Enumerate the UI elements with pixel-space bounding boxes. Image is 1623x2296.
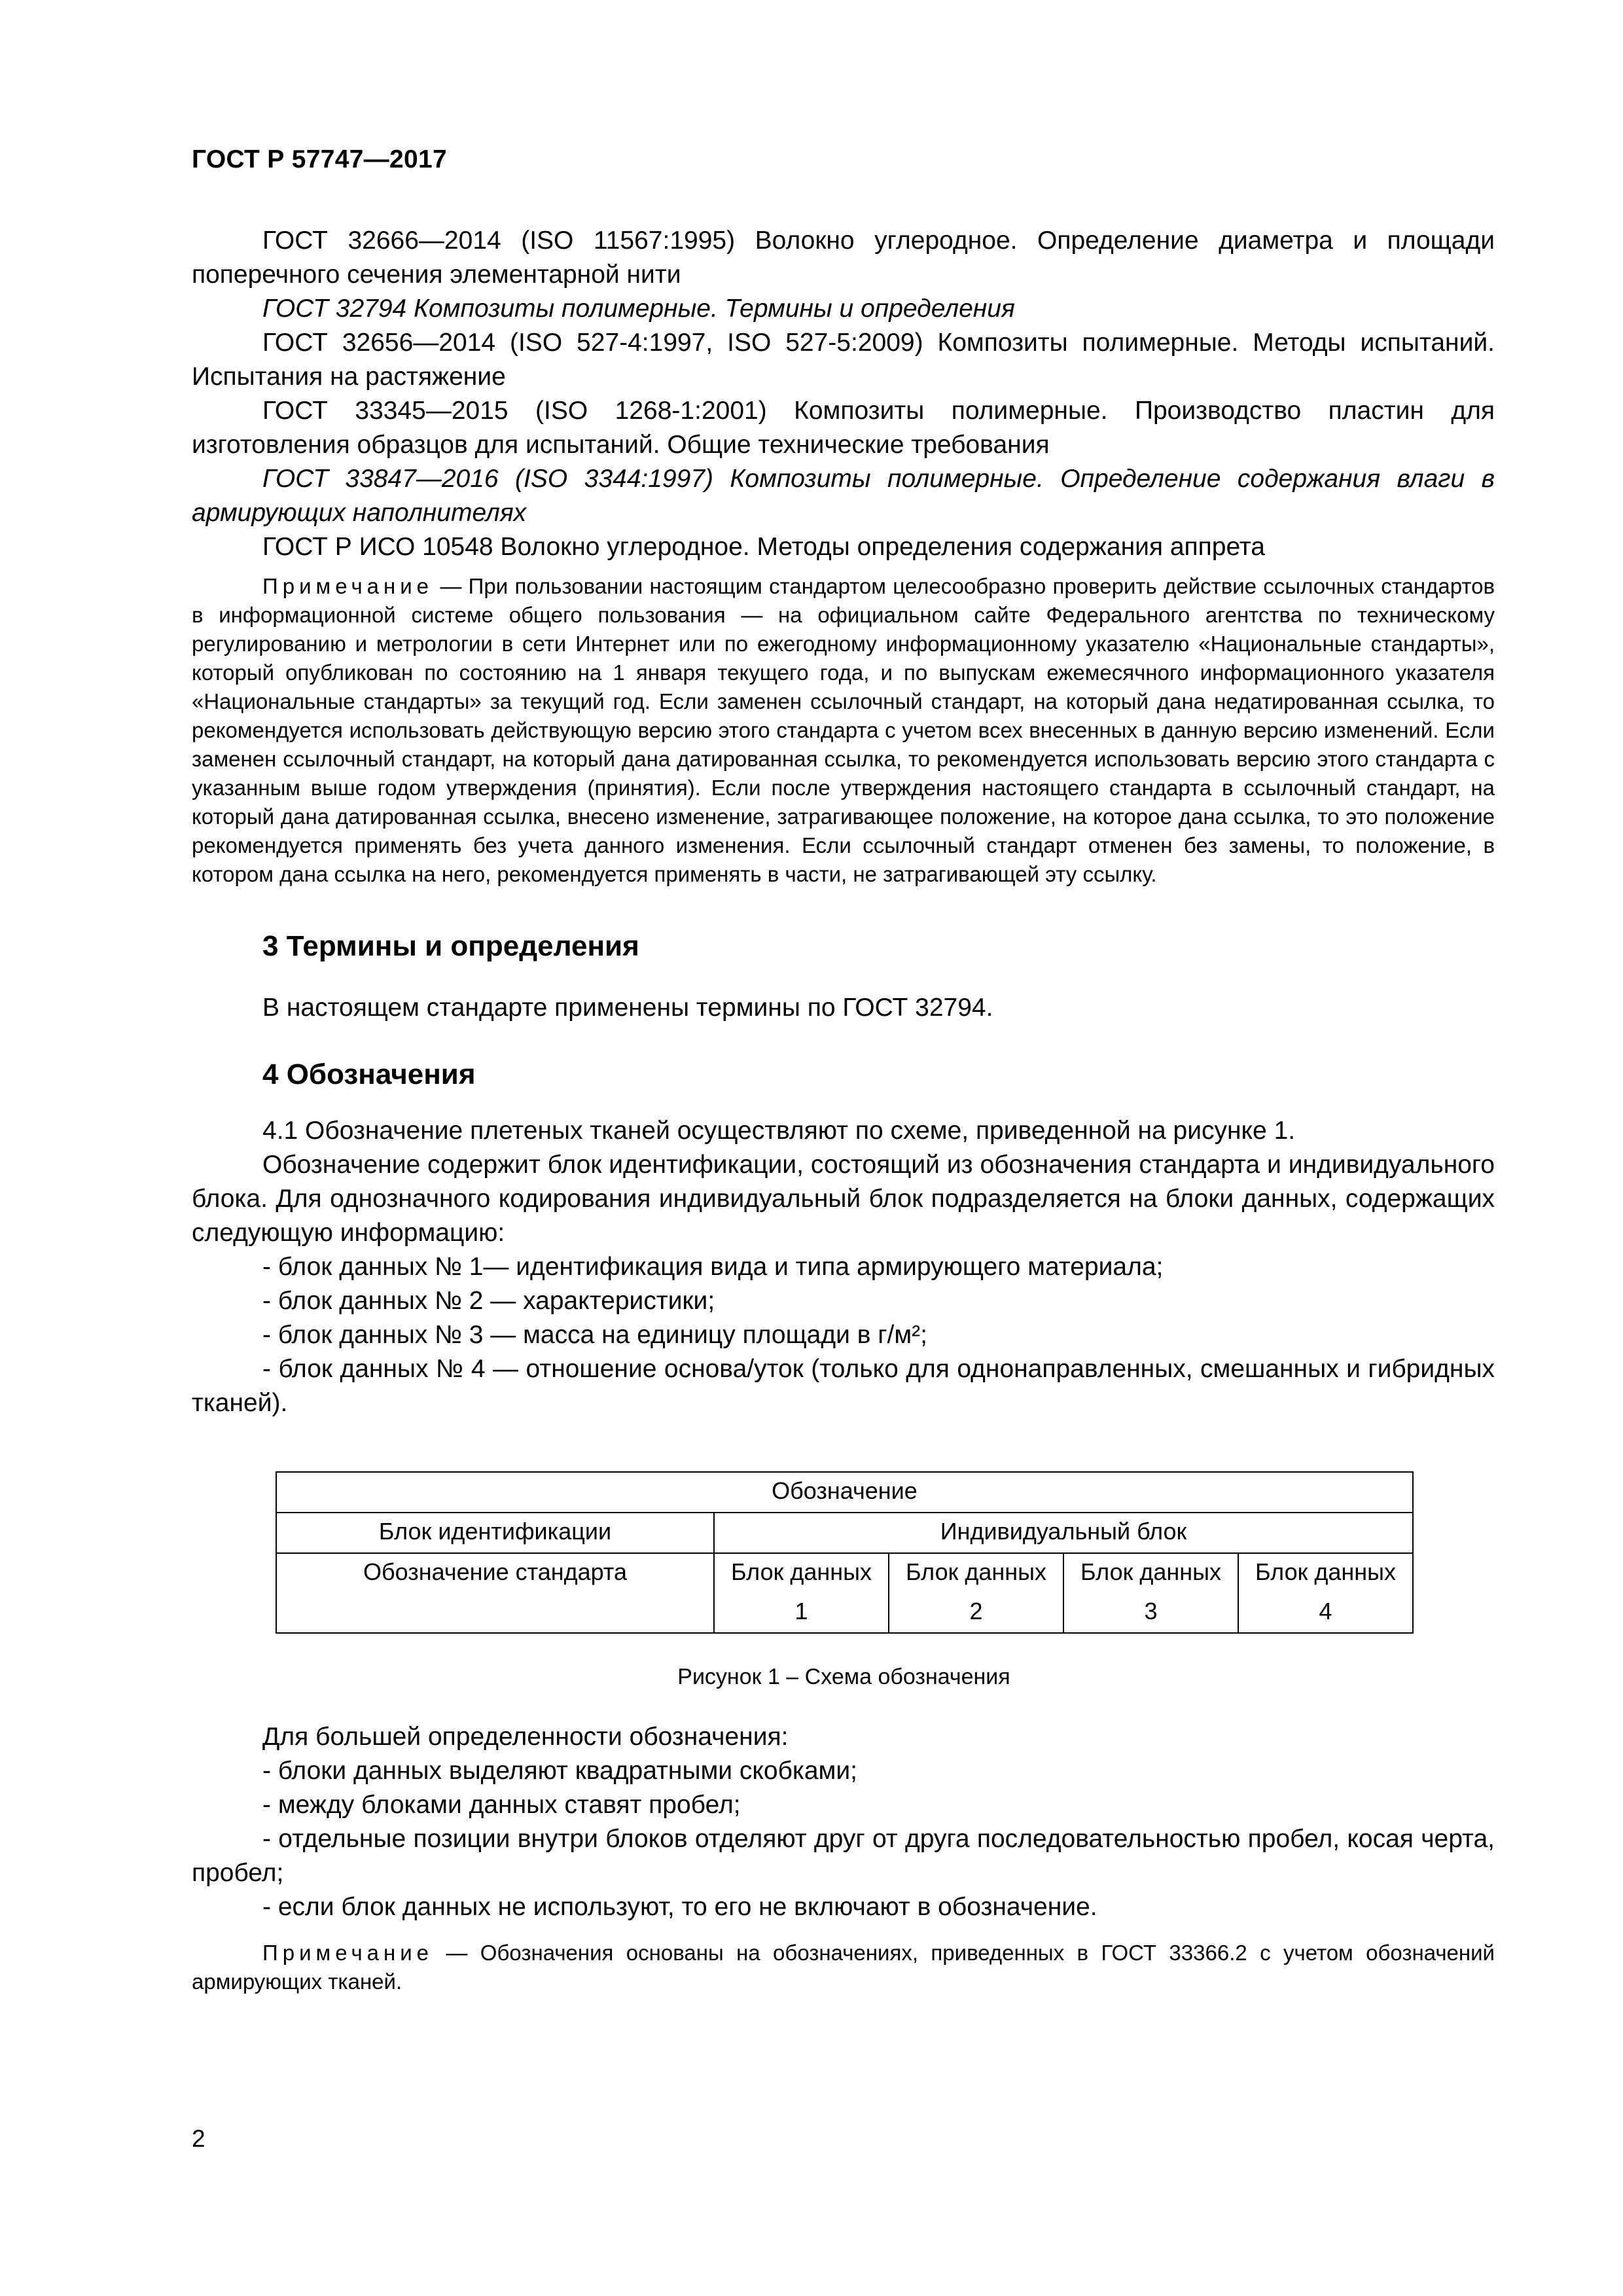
reference-item: ГОСТ 32666—2014 (ISO 11567:1995) Волокно углеродное. Определение диаметра и площади поперечного сечения элементарной нити: [192, 226, 1495, 289]
scheme-cell-individual-block: Индивидуальный блок: [714, 1513, 1413, 1553]
note-text: — При пользовании настоящим стандартом целесообразно проверить действие ссылочных стандартов в информационной системе общего пользования — на официальном сайте Федерального агентства по техническому регулированию и метрологии в сети Интернет или по ежегодному информационному указателю «Национальные стандарты», который опубликован по состоянию на 1 января текущего года, и по выпускам ежемесячного информационного указателя «Национальные стандарты» за текущий год. Если заменен ссылочный стандарт, на который дана недатированная ссылка, то рекомендуется использовать действующую версию этого стандарта с учетом всех внесенных в данную версию изменений. Если заменен ссылочный стандарт, на который дана датированная ссылка, то рекомендуется использовать версию этого стандарта с указанным выше годом утверждения (принятия). Если после утверждения настоящего стандарта в ссылочный стандарт, на который дана датированная ссылка, внесено изменение, затрагивающее положение, на которое дана ссылка, то это положение рекомендуется применять без учета данного изменения. Если ссылочный стандарт отменен без замены, то положение, в котором дана ссылка на него, рекомендуется применять в части, не затрагивающей эту ссылку.: [192, 574, 1495, 886]
scheme-cell-standard: Обозначение стандарта: [276, 1553, 714, 1633]
scheme-cell-number: 2: [889, 1593, 1063, 1633]
note-label: Примечание: [262, 574, 434, 598]
section-4-paragraph: 4.1 Обозначение плетеных тканей осуществляют по схеме, приведенной на рисунке 1.: [262, 1117, 1296, 1145]
after-figure-intro: Для большей определенности обозначения:: [262, 1723, 789, 1751]
reference-item: ГОСТ Р ИСО 10548 Волокно углеродное. Методы определения содержания аппрета: [262, 533, 1265, 561]
list-item: - блок данных № 2 — характеристики;: [262, 1287, 715, 1315]
list-item: - если блок данных не используют, то его не включают в обозначение.: [262, 1893, 1097, 1921]
section-4-paragraph: Обозначение содержит блок идентификации, состоящий из обозначения стандарта и индивидуального блока. Для однозначного кодирования индивидуальный блок подразделяется на блоки данных, содержащих следующую информацию:: [192, 1151, 1495, 1247]
scheme-cell-data-block: Блок данных: [714, 1553, 889, 1593]
list-item: - отдельные позиции внутри блоков отделяют друг от друга последовательностью пробел, косая черта, пробел;: [192, 1825, 1495, 1887]
reference-item: ГОСТ 32794 Композиты полимерные. Термины и определения: [262, 295, 1015, 323]
page-number: 2: [192, 2125, 205, 2152]
scheme-cell-number: 4: [1238, 1593, 1413, 1633]
note-designations: [192, 1939, 1495, 1996]
figure-1-caption: Рисунок 1 – Схема обозначения: [677, 1664, 1010, 1689]
figure-1-scheme: [276, 1471, 1412, 1634]
section-3-text: В настоящем стандарте применены термины по ГОСТ 32794.: [262, 994, 993, 1022]
scheme-cell-designation: Обозначение: [276, 1472, 1413, 1513]
scheme-cell-data-block: Блок данных: [1238, 1553, 1413, 1593]
list-item: - блок данных № 3 — масса на единицу площади в г/м²;: [262, 1321, 927, 1349]
note-label: Примечание: [262, 1941, 434, 1965]
note-text: — Обозначения основаны на обозначениях, приведенных в ГОСТ 33366.2 с учетом обозначений армирующих тканей.: [192, 1941, 1495, 1994]
designation-scheme-table: [276, 1471, 1414, 1634]
scheme-cell-number: 3: [1063, 1593, 1238, 1633]
list-item: - блок данных № 1— идентификация вида и типа армирующего материала;: [262, 1253, 1164, 1281]
reference-item: ГОСТ 33345—2015 (ISO 1268-1:2001) Композиты полимерные. Производство пластин для изготовления образцов для испытаний. Общие технические требования: [192, 397, 1495, 459]
section-4-title: 4 Обозначения: [262, 1058, 476, 1090]
section-3-title: 3 Термины и определения: [262, 930, 639, 962]
scheme-cell-data-block: Блок данных: [1063, 1553, 1238, 1593]
scheme-cell-data-block: Блок данных: [889, 1553, 1063, 1593]
list-item: - блоки данных выделяют квадратными скобками;: [262, 1757, 857, 1785]
reference-item: ГОСТ 32656—2014 (ISO 527-4:1997, ISO 527-5:2009) Композиты полимерные. Методы испытаний. Испытания на растяжение: [192, 329, 1495, 391]
reference-item: ГОСТ 33847—2016 (ISO 3344:1997) Композиты полимерные. Определение содержания влаги в армирующих наполнителях: [192, 465, 1495, 527]
note-references: [192, 572, 1495, 889]
scheme-cell-id-block: Блок идентификации: [276, 1513, 714, 1553]
document-header-code: ГОСТ Р 57747—2017: [192, 145, 447, 173]
scheme-cell-number: 1: [714, 1593, 889, 1633]
list-item: - блок данных № 4 — отношение основа/уток (только для однонаправленных, смешанных и гибридных тканей).: [192, 1355, 1495, 1417]
list-item: - между блоками данных ставят пробел;: [262, 1791, 741, 1819]
document-body: [192, 224, 1495, 1996]
